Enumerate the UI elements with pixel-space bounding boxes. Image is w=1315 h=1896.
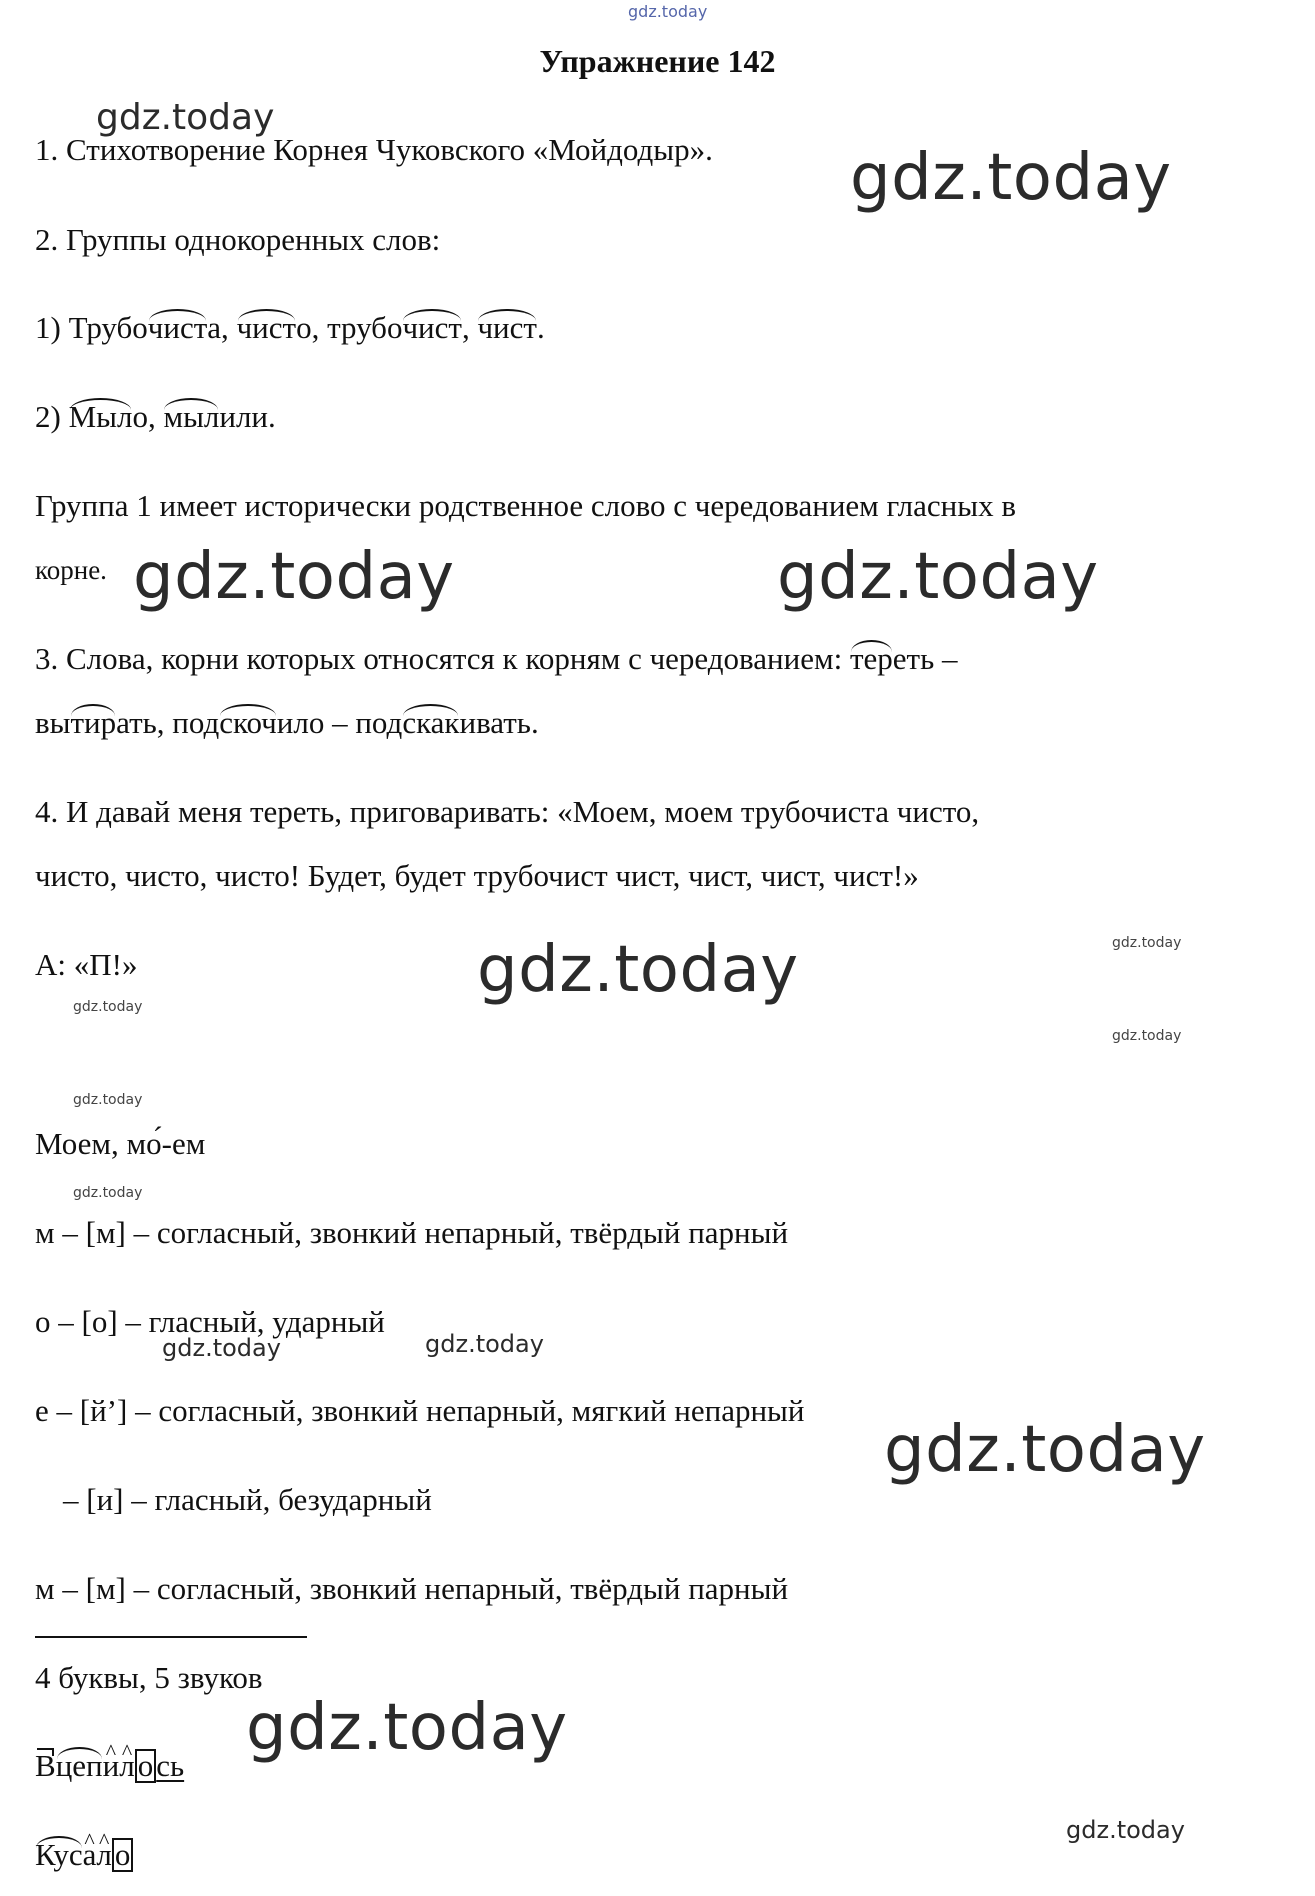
root-arc-mylo: Мыл <box>69 397 133 437</box>
watermark: gdz.today <box>884 1413 1206 1487</box>
answer-text: А: «П!» <box>35 947 138 982</box>
watermark: gdz.today <box>477 933 799 1007</box>
analysis-line-1: м – [м] – согласный, звонкий непарный, твёрдый парный <box>35 1215 789 1250</box>
ending-box: о <box>135 1749 157 1783</box>
morpheme-word-1 <box>35 1746 184 1786</box>
paragraph-3-line-1: Группа 1 имеет исторически родственное слово с чередованием гласных в <box>35 488 1016 523</box>
group-2-words <box>35 397 276 437</box>
root-arc-vtsepilos: цеп <box>56 1746 103 1786</box>
analysis-line-3: е – [й’] – согласный, звонкий непарный, мягкий непарный <box>35 1393 805 1428</box>
analysis-word: Моем, мо́-ем <box>35 1126 206 1161</box>
analysis-line-4: – [и] – гласный, безударный <box>63 1482 432 1517</box>
group-2-prefix: 2) <box>35 399 69 434</box>
paragraph-5-line-2: чисто, чисто, чисто! Будет, будет трубочист чист, чист, чист, чист!» <box>35 858 919 893</box>
paragraph-5-line-1: 4. И давай меня тереть, приговаривать: «Моем, моем трубочиста чисто, <box>35 794 980 829</box>
watermark: gdz.today <box>246 1691 568 1765</box>
p4-text-c: вы <box>35 705 71 740</box>
word-4-rest: . <box>536 310 545 345</box>
watermark: gdz.today <box>777 540 1099 614</box>
root-arc-mylilo: мыл <box>163 397 219 437</box>
summary-divider <box>35 1636 307 1638</box>
morpheme-word-2 <box>35 1835 133 1875</box>
root-arc-podskochilo: скоч <box>219 703 277 743</box>
watermark: gdz.today <box>133 540 455 614</box>
root-arc-podskakivat: скак <box>402 703 459 743</box>
p4-text-e: ило – под <box>276 705 403 740</box>
paragraph-1: 1. Стихотворение Корнея Чуковского «Мойдодыр». <box>35 132 713 167</box>
analysis-summary: 4 буквы, 5 звуков <box>35 1660 263 1695</box>
watermark-top: gdz.today <box>628 2 708 21</box>
word-3-rest: , <box>461 310 478 345</box>
root-arc-word-3: чист <box>402 308 462 348</box>
p4-text-a: 3. Слова, корни которых относятся к корням с чередованием: <box>35 641 850 676</box>
watermark: gdz.today <box>1066 1816 1185 1844</box>
mylo-rest: о, <box>132 399 164 434</box>
suffix-mark-4: ^ л <box>96 1835 111 1875</box>
root-arc-word-4: чист <box>477 308 537 348</box>
p4-text-d: ать, под <box>116 705 220 740</box>
group-1-words <box>35 308 545 348</box>
group-1-prefix: 1) Трубо <box>35 310 148 345</box>
watermark: gdz.today <box>1112 1028 1182 1044</box>
postfix-mark: сь <box>156 1748 185 1783</box>
analysis-line-5: м – [м] – согласный, звонкий непарный, твёрдый парный <box>35 1571 789 1606</box>
root-arc-kusalo: Кус <box>35 1835 83 1875</box>
watermark: gdz.today <box>96 97 275 138</box>
word-1-rest: а, <box>207 310 237 345</box>
ending-box-2: о <box>112 1838 134 1872</box>
watermark: gdz.today <box>1112 935 1182 951</box>
p4-text-f: ивать. <box>459 705 539 740</box>
paragraph-4-line-1 <box>35 639 957 679</box>
prefix-mark: В <box>35 1746 56 1786</box>
paragraph-4-line-2 <box>35 703 539 743</box>
p4-text-b: еть – <box>892 641 958 676</box>
paragraph-2: 2. Группы однокоренных слов: <box>35 222 441 257</box>
suffix-mark-3: ^ а <box>83 1835 97 1875</box>
watermark: gdz.today <box>850 141 1172 215</box>
watermark: gdz.today <box>162 1334 281 1362</box>
root-arc-word-1: чист <box>148 308 208 348</box>
paragraph-3-line-2: корне. <box>35 555 107 585</box>
watermark: gdz.today <box>73 999 143 1015</box>
exercise-title: Упражнение 142 <box>539 43 776 79</box>
word-2-rest: о, трубо <box>296 310 403 345</box>
suffix-mark-1: ^ и <box>103 1746 120 1786</box>
root-arc-vytirat: тир <box>70 703 116 743</box>
mylilo-rest: или. <box>219 399 276 434</box>
suffix-mark-2: ^ л <box>119 1746 134 1786</box>
root-arc-teret: тер <box>850 639 893 679</box>
root-arc-word-2: чист <box>237 308 297 348</box>
watermark: gdz.today <box>73 1092 143 1108</box>
watermark: gdz.today <box>73 1185 143 1201</box>
analysis-line-2: о – [о] – гласный, ударный <box>35 1304 385 1339</box>
watermark: gdz.today <box>425 1330 544 1358</box>
